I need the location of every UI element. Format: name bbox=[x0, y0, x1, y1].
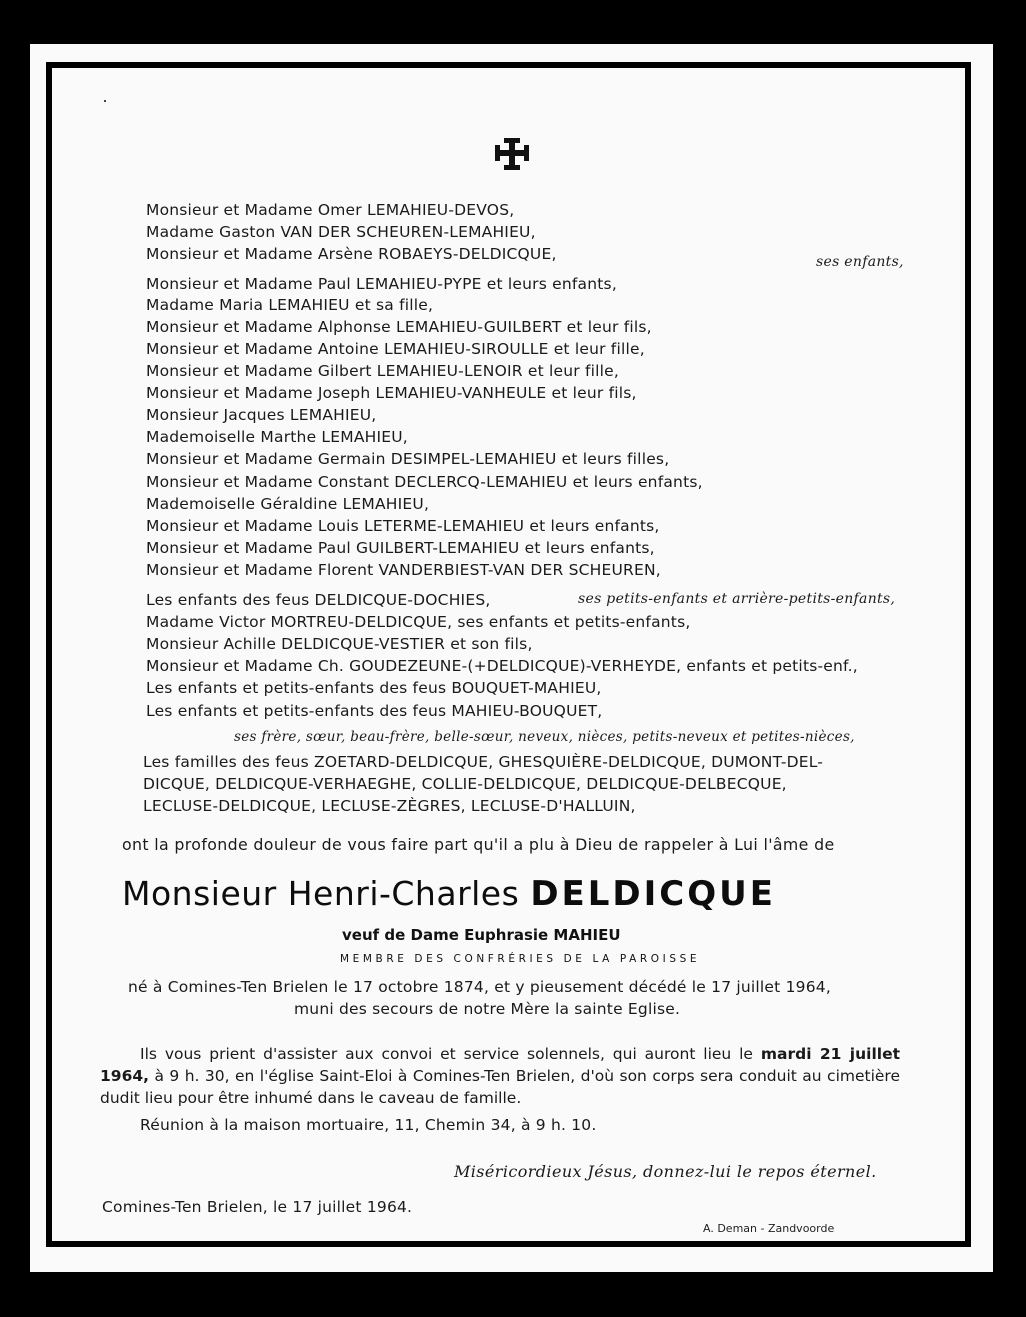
family-line: Madame Victor MORTREU-DELDICQUE, ses enfants et petits-enfants, bbox=[146, 613, 691, 631]
reunion-line: Réunion à la maison mortuaire, 11, Chemin 34, à 9 h. 10. bbox=[140, 1116, 597, 1134]
widow-line: veuf de Dame Euphrasie MAHIEU bbox=[342, 926, 621, 944]
family-line: Monsieur et Madame Omer LEMAHIEU-DEVOS, bbox=[146, 201, 515, 219]
family-line: Madame Maria LEMAHIEU et sa fille, bbox=[146, 296, 434, 314]
family-line: Monsieur et Madame Louis LETERME-LEMAHIEU et leurs enfants, bbox=[146, 517, 660, 535]
family-line: Les enfants des feus DELDICQUE-DOCHIES, bbox=[146, 591, 491, 609]
funeral-date: mardi 21 juillet 1964, bbox=[100, 1045, 900, 1085]
relation-label: ses enfants, bbox=[816, 254, 904, 270]
family-line: Monsieur et Madame Alphonse LEMAHIEU-GUILBERT et leur fils, bbox=[146, 318, 652, 336]
family-line: Les familles des feus ZOETARD-DELDICQUE, GHESQUIÈRE-DELDICQUE, DUMONT-DEL- bbox=[143, 753, 824, 771]
family-line: Monsieur et Madame Arsène ROBAEYS-DELDICQUE, bbox=[146, 245, 557, 263]
relation-label: ses frère, sœur, beau-frère, belle-sœur, neveux, nièces, petits-neveux et petites-nièces, bbox=[234, 729, 855, 745]
family-line: Monsieur et Madame Ch. GOUDEZEUNE-(+DELDICQUE)-VERHEYDE, enfants et petits-enf., bbox=[146, 657, 858, 675]
family-line: Monsieur et Madame Paul LEMAHIEU-PYPE et leurs enfants, bbox=[146, 275, 617, 293]
place-date: Comines-Ten Brielen, le 17 juillet 1964. bbox=[102, 1198, 413, 1216]
printer-credit: A. Deman - Zandvoorde bbox=[703, 1222, 835, 1235]
family-line: LECLUSE-DELDICQUE, LECLUSE-ZÈGRES, LECLUSE-D'HALLUIN, bbox=[143, 797, 636, 815]
family-line: Monsieur Jacques LEMAHIEU, bbox=[146, 406, 377, 424]
deceased-name bbox=[122, 872, 776, 916]
family-line: Monsieur et Madame Antoine LEMAHIEU-SIROULLE et leur fille, bbox=[146, 340, 645, 358]
family-line: Monsieur et Madame Florent VANDERBIEST-VAN DER SCHEUREN, bbox=[146, 561, 661, 579]
membre-line: MEMBRE DES CONFRÉRIES DE LA PAROISSE bbox=[340, 953, 701, 965]
announcement: ont la profonde douleur de vous faire part qu'il a plu à Dieu de rappeler à Lui l'âme de bbox=[122, 835, 835, 854]
family-line: Les enfants et petits-enfants des feus MAHIEU-BOUQUET, bbox=[146, 702, 603, 720]
family-line: Monsieur Achille DELDICQUE-VESTIER et son fils, bbox=[146, 635, 533, 653]
speck bbox=[104, 100, 106, 102]
funeral-text-1: Ils vous prient d'assister aux convoi et service solennels, qui auront lieu le bbox=[140, 1045, 753, 1063]
family-line: Monsieur et Madame Joseph LEMAHIEU-VANHEULE et leur fils, bbox=[146, 384, 637, 402]
family-line: Monsieur et Madame Gilbert LEMAHIEU-LENOIR et leur fille, bbox=[146, 362, 620, 380]
family-line: DICQUE, DELDICQUE-VERHAEGHE, COLLIE-DELDICQUE, DELDICQUE-DELBECQUE, bbox=[143, 775, 787, 793]
family-line: Les enfants et petits-enfants des feus BOUQUET-MAHIEU, bbox=[146, 679, 602, 697]
family-line: Mademoiselle Géraldine LEMAHIEU, bbox=[146, 495, 430, 513]
deceased-surname: DELDICQUE bbox=[530, 874, 776, 914]
prayer-line: Miséricordieux Jésus, donnez-lui le repos éternel. bbox=[454, 1162, 877, 1181]
family-line: Mademoiselle Marthe LEMAHIEU, bbox=[146, 428, 408, 446]
relation-label: ses petits-enfants et arrière-petits-enfants, bbox=[578, 591, 896, 607]
birth-death-line: né à Comines-Ten Brielen le 17 octobre 1874, et y pieusement décédé le 17 juillet 1964, bbox=[128, 978, 831, 996]
deceased-prefix: Monsieur Henri-Charles bbox=[122, 874, 520, 913]
funeral-text-2: à 9 h. 30, en l'église Saint-Eloi à Comines-Ten Brielen, d'où son corps sera conduit au cimetière dudit lieu pour être inhumé dans le caveau de famille. bbox=[100, 1067, 900, 1107]
family-line: Monsieur et Madame Constant DECLERCQ-LEMAHIEU et leurs enfants, bbox=[146, 473, 703, 491]
family-line: Monsieur et Madame Paul GUILBERT-LEMAHIEU et leurs enfants, bbox=[146, 539, 655, 557]
family-line: Madame Gaston VAN DER SCHEUREN-LEMAHIEU, bbox=[146, 223, 536, 241]
cross-icon bbox=[492, 136, 532, 172]
family-line: Monsieur et Madame Germain DESIMPEL-LEMAHIEU et leurs filles, bbox=[146, 450, 670, 468]
sacraments-line: muni des secours de notre Mère la sainte Eglise. bbox=[294, 1000, 681, 1018]
funeral-paragraph bbox=[100, 1043, 900, 1109]
